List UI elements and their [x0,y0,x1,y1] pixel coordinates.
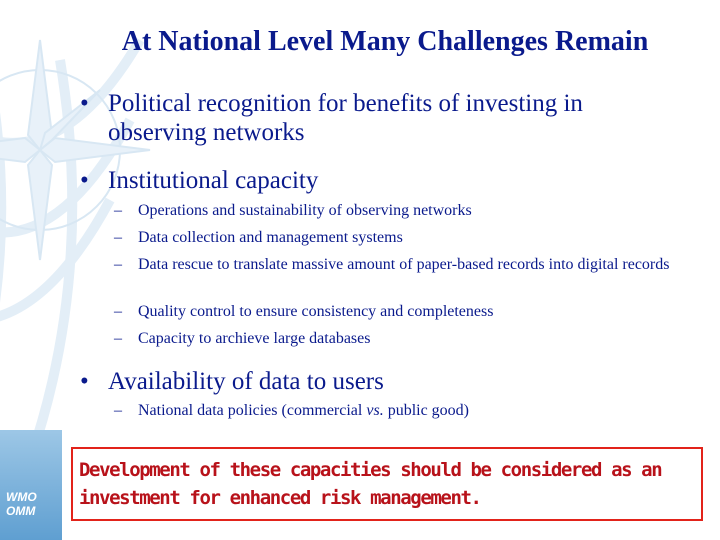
subitem-text: Data rescue to translate massive amount of paper-based records into digital records [138,256,670,273]
subitem-operations [114,202,694,221]
subitem-marker: – [114,402,122,419]
bullet-political-recognition [80,89,670,147]
subitem-text-part: public good) [383,402,470,419]
bullet-marker: • [80,368,89,395]
subitem-marker: – [114,330,122,347]
wmo-logo-line1: WMO [6,490,37,504]
slide-title: At National Level Many Challenges Remain [121,26,649,57]
left-color-band [0,430,62,540]
subitem-quality-control [114,303,694,322]
subitem-data-rescue [114,256,686,275]
bullet-availability-of-data [80,367,670,396]
callout-text: Development of these capacities should be considered as an investment for enhanced risk management. [79,459,662,509]
subitem-capacity [114,330,694,349]
bullet-institutional-capacity [80,166,670,195]
subitem-text: Data collection and management systems [138,229,403,246]
subitem-data-collection [114,229,694,248]
subitem-text: Quality control to ensure consistency and completeness [138,303,494,320]
bullet-text: Availability of data to users [108,368,384,395]
subitem-national-data-policies [114,402,694,421]
subitem-marker: – [114,303,122,320]
subitem-text: Operations and sustainability of observing networks [138,202,472,219]
bullet-text: Institutional capacity [108,167,319,194]
subitem-text-italic: vs. [366,402,384,419]
bullet-text: Political recognition for benefits of investing in observing networks [108,90,583,146]
wmo-logo-line2: OMM [6,504,36,518]
subitem-text [114,402,694,421]
subitem-marker: – [114,202,122,219]
subitem-marker: – [114,256,122,273]
subitem-text-part: National data policies (commercial [138,402,367,419]
subitem-marker: – [114,229,122,246]
bullet-marker: • [80,90,89,117]
subitem-text: Capacity to archieve large databases [138,330,371,347]
callout-box [71,447,703,521]
bullet-marker: • [80,167,89,194]
wmo-logo [6,490,58,518]
